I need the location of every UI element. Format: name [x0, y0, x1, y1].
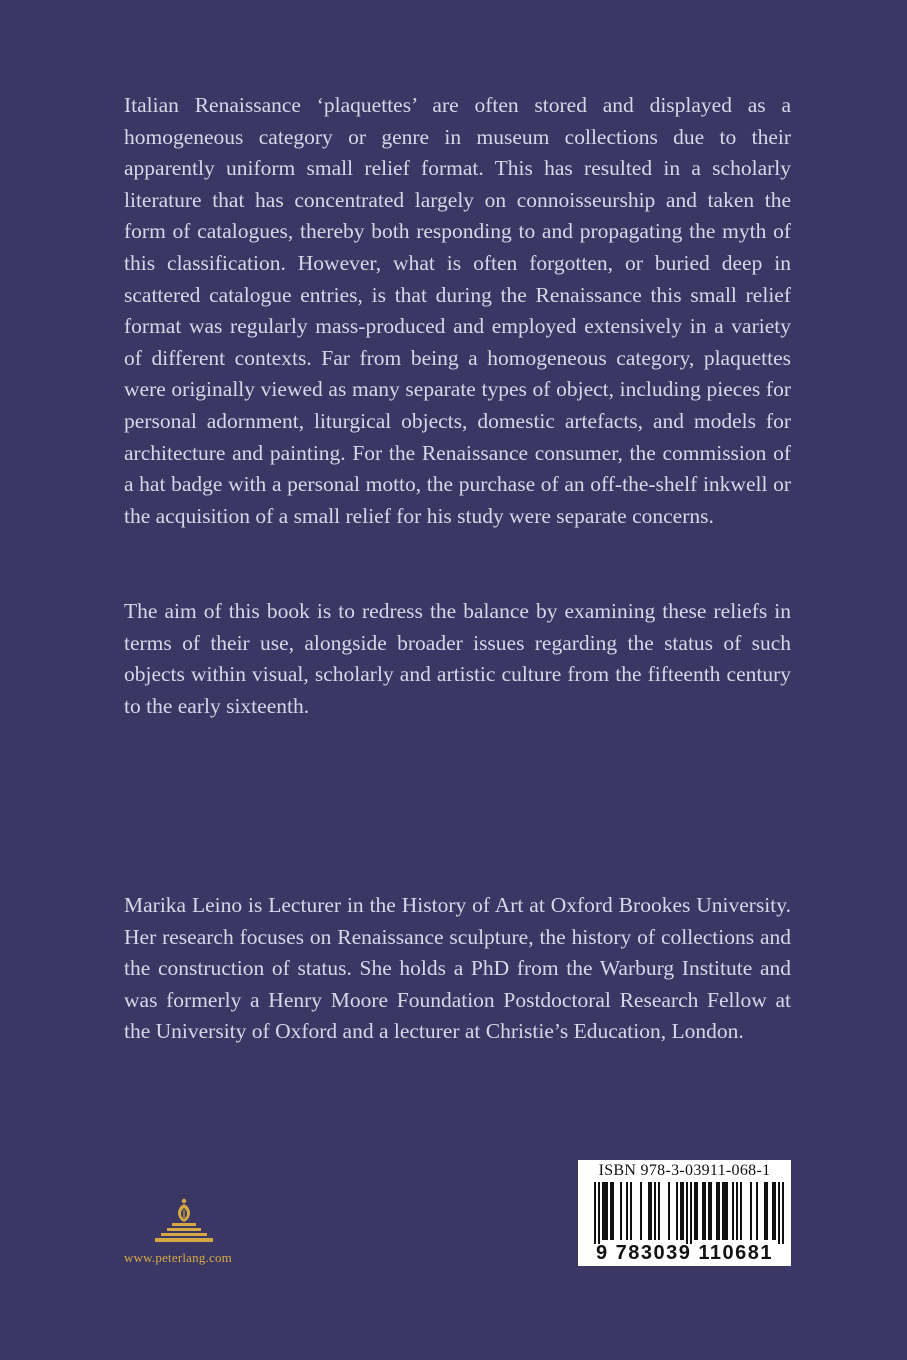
barcode-bar [782, 1182, 784, 1244]
barcode-bar [686, 1182, 688, 1244]
barcode-bar [750, 1182, 752, 1240]
barcode-bar [726, 1182, 728, 1240]
barcode-bar [610, 1182, 612, 1240]
barcode-bar [702, 1182, 704, 1240]
barcode-bar [756, 1182, 758, 1240]
barcode-bar [648, 1182, 650, 1240]
barcode-bar [654, 1182, 656, 1240]
barcode-bar [594, 1182, 596, 1244]
blurb-paragraph-1: Italian Renaissance ‘plaquettes’ are often stored and displayed as a homogeneous category or genre in museum collections due to their apparently uniform small relief format. This has resulted in a scholarly literature that has concentrated largely on connoisseurship and taken the form of catalogues, thereby both responding to and propagating the myth of this classification. However, what is often forgotten, or buried deep in scattered catalogue entries, is that during the Renaissance this small relief format was regularly mass-produced and employed extensively in a variety of different contexts. Far from being a homogeneous category, plaquettes were originally viewed as many separate types of object, including pieces for personal adornment, liturgical objects, domestic artefacts, and models for architecture and painting. For the Renaissance consumer, the commission of a hat badge with a personal motto, the purchase of an off-the-shelf inkwell or the acquisition of a small relief for his study were separate concerns. [124, 93, 791, 528]
barcode-bar [602, 1182, 604, 1240]
barcode-bar [710, 1182, 712, 1240]
barcode-bar [722, 1182, 724, 1240]
barcode-bar [724, 1182, 726, 1240]
barcode-bar [640, 1182, 642, 1240]
barcode-bar [598, 1182, 600, 1244]
barcode-bar [606, 1182, 608, 1240]
author-bio: Marika Leino is Lecturer in the History of Art at Oxford Brookes University. Her research focuses on Renaissance sculpture, the history of collections and the construction of status. She holds a PhD from the Warburg Institute and was formerly a Henry Moore Foundation Postdoctoral Research Fellow at the University of Oxford and a lecturer at Christie’s Education, London. [124, 893, 791, 1044]
barcode-bar [620, 1182, 622, 1240]
barcode-bar [650, 1182, 652, 1240]
barcode-bar [668, 1182, 670, 1240]
barcode-bar [774, 1182, 776, 1240]
barcode-bar [766, 1182, 768, 1240]
barcode-bar [708, 1182, 710, 1240]
barcode-bar [626, 1182, 628, 1240]
isbn-barcode [578, 1160, 791, 1266]
barcode-bar [680, 1182, 682, 1240]
barcode-bar [612, 1182, 614, 1240]
barcode-bar [736, 1182, 738, 1240]
barcode-bar [604, 1182, 606, 1240]
barcode-bar [676, 1182, 678, 1240]
barcode-bar [778, 1182, 780, 1244]
barcode-bar [740, 1182, 742, 1240]
barcode-digits: 9 783039 110681 [595, 1242, 774, 1264]
barcode-bar [630, 1182, 632, 1240]
barcode-bar [764, 1182, 766, 1240]
barcode-bar [658, 1182, 660, 1240]
barcode-bar [716, 1182, 718, 1240]
barcode-bar [694, 1182, 696, 1240]
barcode-bar [704, 1182, 706, 1240]
isbn-label: ISBN 978-3-03911-068-1 [598, 1162, 771, 1179]
barcode-bar [690, 1182, 692, 1244]
barcode-bars [578, 1182, 791, 1244]
barcode-bar [718, 1182, 720, 1240]
barcode-bar [696, 1182, 698, 1240]
peter-lang-logo-icon [154, 1198, 214, 1244]
barcode-bar [772, 1182, 774, 1240]
publisher-url[interactable]: www.peterlang.com [124, 1250, 232, 1265]
barcode-bar [732, 1182, 734, 1240]
blurb-paragraph-2: The aim of this book is to redress the balance by examining these reliefs in terms of their use, alongside broader issues regarding the status of such objects within visual, scholarly and artistic culture from the fifteenth century to the early sixteenth. [124, 599, 791, 718]
barcode-bar [682, 1182, 684, 1240]
